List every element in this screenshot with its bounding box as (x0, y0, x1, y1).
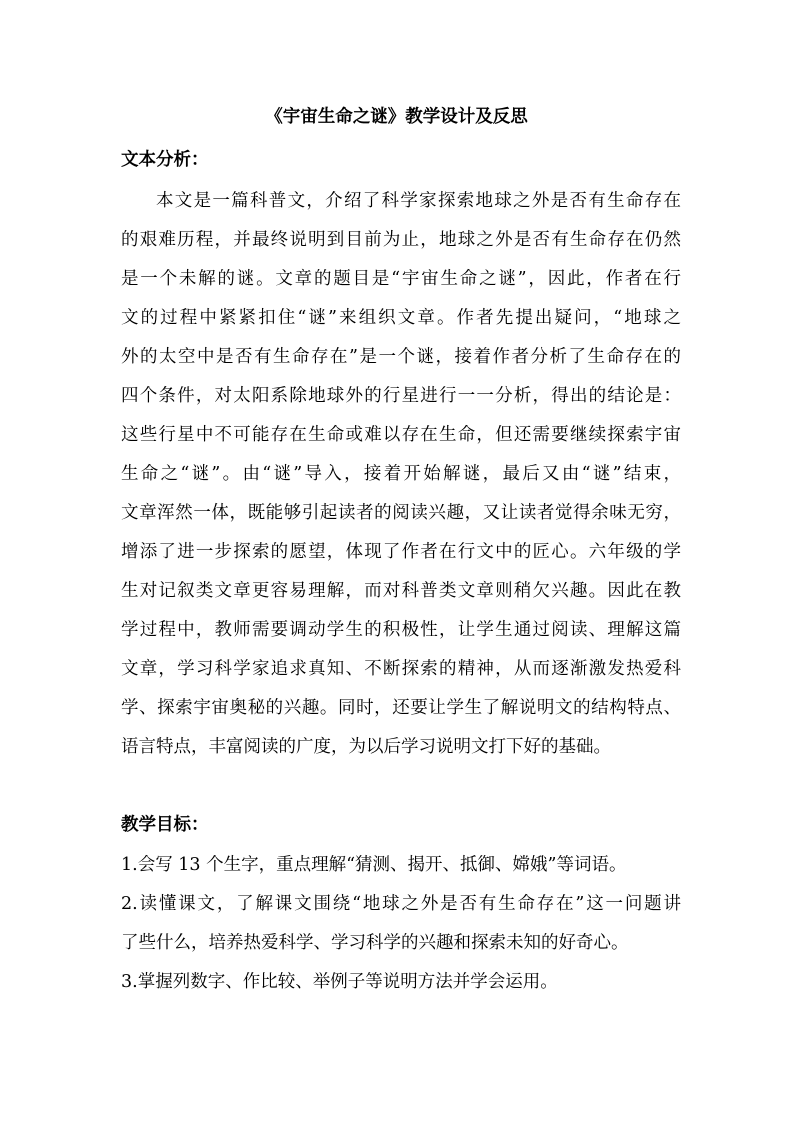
goal-line: 3.掌握列数字、作比较、举例子等说明方法并学会运用。 (121, 972, 558, 992)
paragraph-line: 这些行星中不可能存在生命或难以存在生命，但还需要继续探索宇宙 (121, 425, 681, 445)
text-analysis-paragraph (121, 186, 681, 771)
paragraph-line: 语言特点，丰富阅读的广度，为以后学习说明文打下好的基础。 (121, 737, 611, 757)
paragraph-line: 生对记叙类文章更容易理解，而对科普类文章则稍欠兴趣。因此在教 (121, 581, 681, 601)
paragraph-line: 的艰难历程，并最终说明到目前为止，地球之外是否有生命存在仍然 (121, 230, 681, 250)
paragraph-line: 学、探索宇宙奥秘的兴趣。同时，还要让学生了解说明文的结构特点、 (121, 698, 681, 718)
paragraph-line: 四个条件，对太阳系除地球外的行星进行一一分析，得出的结论是： (121, 386, 681, 406)
goal-item-3 (121, 967, 681, 1006)
paragraph-line: 文的过程中紧紧扣住“谜”来组织文章。作者先提出疑问，“地球之 (121, 308, 681, 328)
section-heading-text-analysis: 文本分析： (121, 150, 209, 170)
paragraph-line: 学过程中，教师需要调动学生的积极性，让学生通过阅读、理解这篇 (121, 620, 681, 640)
goal-item-1 (121, 850, 681, 889)
paragraph-line: 生命之“谜”。由“谜”导入，接着开始解谜，最后又由“谜”结束， (121, 464, 681, 484)
goal-line: 了些什么，培养热爱科学、学习科学的兴趣和探索未知的好奇心。 (121, 933, 629, 953)
document-title: 《宇宙生命之谜》教学设计及反思 (265, 107, 528, 127)
paragraph-line: 外的太空中是否有生命存在”是一个谜，接着作者分析了生命存在的 (121, 347, 681, 367)
goal-line: 1.会写 13 个生字，重点理解“猜测、揭开、抵御、嫦娥”等词语。 (121, 855, 627, 875)
paragraph-line: 本文是一篇科普文，介绍了科学家探索地球之外是否有生命存在 (156, 191, 681, 211)
goal-line: 2.读懂课文，了解课文围绕“地球之外是否有生命存在”这一问题讲 (121, 894, 681, 914)
paragraph-line: 增添了进一步探索的愿望，体现了作者在行文中的匠心。六年级的学 (121, 542, 681, 562)
goal-item-2 (121, 889, 681, 967)
paragraph-line: 文章浑然一体，既能够引起读者的阅读兴趣，又让读者觉得余味无穷， (121, 503, 681, 523)
section-heading-goals: 教学目标： (121, 815, 209, 835)
paragraph-line: 是一个未解的谜。文章的题目是“宇宙生命之谜”，因此，作者在行 (121, 269, 681, 289)
paragraph-line: 文章，学习科学家追求真知、不断探索的精神，从而逐渐激发热爱科 (121, 659, 681, 679)
